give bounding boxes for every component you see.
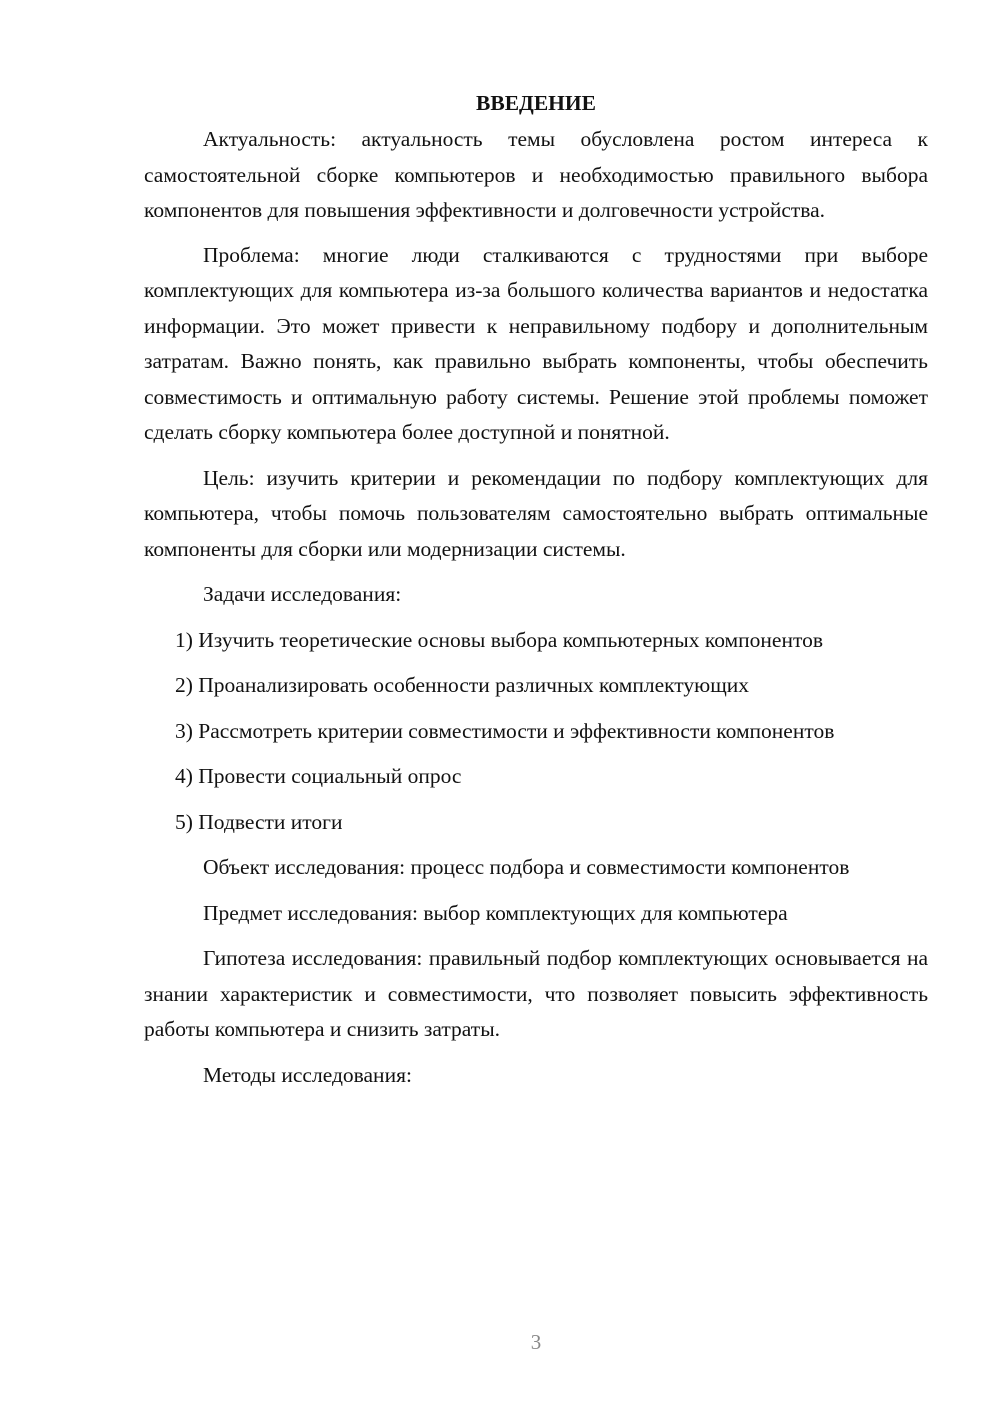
document-page (144, 88, 928, 1103)
task-item-5: 5) Подвести итоги (175, 809, 343, 834)
tasks-heading: Задачи исследования: (203, 582, 402, 606)
relevance-paragraph: Актуальность: актуальность темы обусловлена ростом интереса к самостоятельной сборке компьютеров и необходимостью правильного выбора компонентов для повышения эффективности и долговечности устройства. (144, 127, 928, 222)
methods-paragraph: Методы исследования: (203, 1062, 412, 1087)
object-paragraph: Объект исследования: процесс подбора и совместимости компонентов (203, 855, 850, 879)
subject-paragraph: Предмет исследования: выбор комплектующих для компьютера (203, 900, 788, 925)
goal-paragraph: Цель: изучить критерии и рекомендации по подбору комплектующих для компьютера, чтобы помочь пользователям самостоятельно выбрать оптимальные компоненты для сборки или модернизации системы. (144, 465, 928, 561)
task-item-1: 1) Изучить теоретические основы выбора компьютерных компонентов (175, 627, 823, 652)
problem-paragraph: Проблема: многие люди сталкиваются с трудностями при выборе комплектующих для компьютера из-за большого количества вариантов и недостатка информации. Это может привести к неправильному подбору и дополнительным затратам. Важно понять, как правильно выбрать компоненты, чтобы обеспечить совместимость и оптимальную работу системы. Решение этой проблемы поможет сделать сборку компьютера более доступной и понятной. (144, 242, 928, 444)
task-item-3: 3) Рассмотреть критерии совместимости и эффективности компонентов (175, 718, 835, 743)
task-item-4: 4) Провести социальный опрос (175, 764, 462, 788)
task-item-2: 2) Проанализировать особенности различных комплектующих (175, 673, 750, 697)
hypothesis-paragraph: Гипотеза исследования: правильный подбор комплектующих основывается на знании характеристик и совместимости, что позволяет повысить эффективность работы компьютера и снизить затраты. (144, 946, 928, 1041)
section-title: ВВЕДЕНИЕ (476, 91, 596, 115)
page-number: 3 (530, 1330, 542, 1354)
